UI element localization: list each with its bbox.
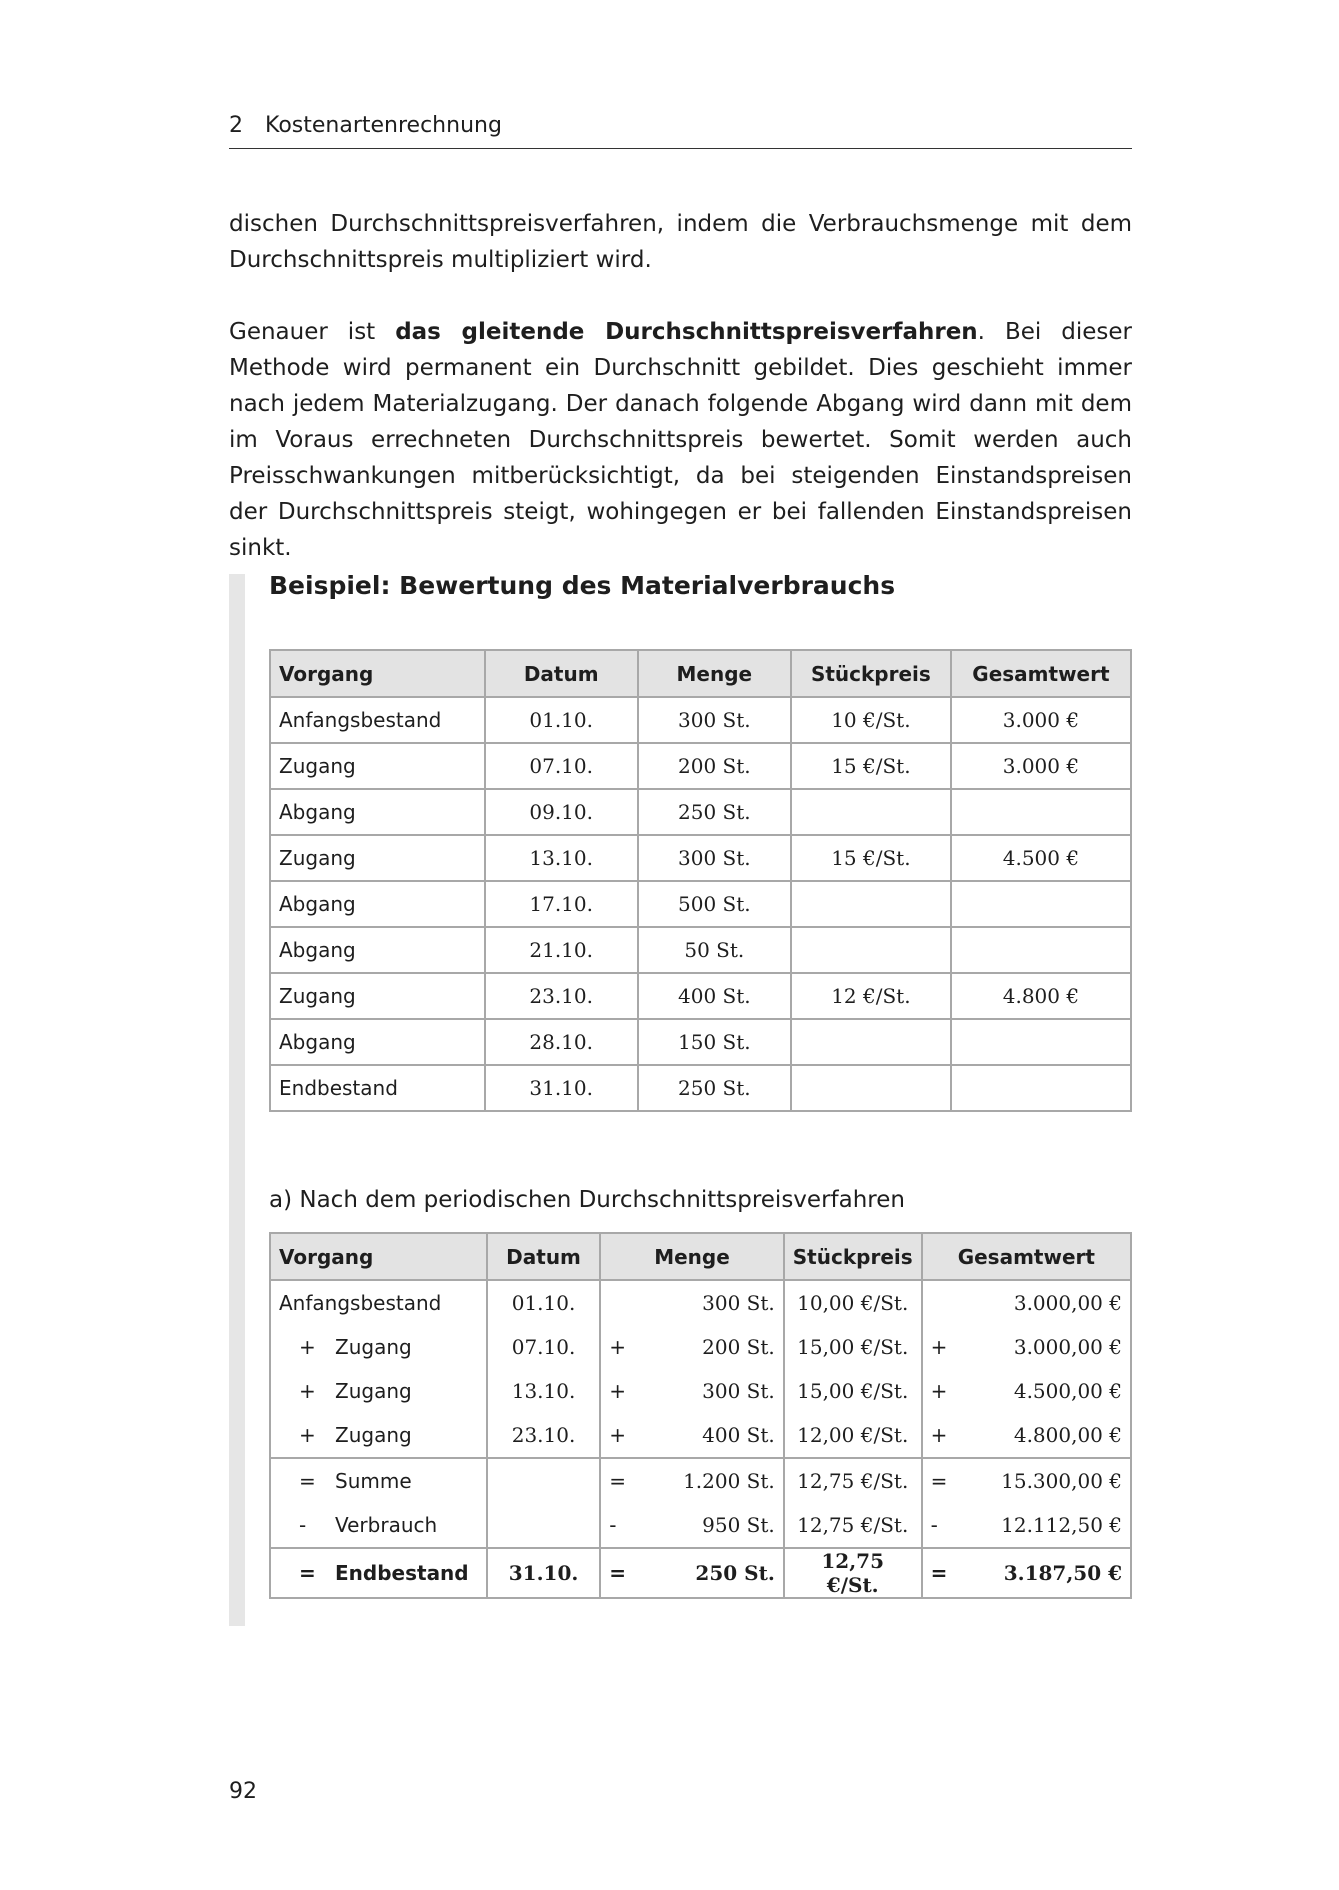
cell-menge: [600, 1503, 784, 1548]
cell-stueckpreis: [791, 789, 951, 835]
table-header-row: [270, 650, 1131, 697]
cell-stueckpreis: [791, 881, 951, 927]
cell-menge: [600, 1548, 784, 1598]
menge-value: 950 St.: [702, 1513, 775, 1537]
column-header: Stückpreis: [791, 650, 951, 697]
cell-vorgang: Zugang: [270, 973, 485, 1019]
paragraph-2-bold-term: das gleitende Durchschnittspreisverfahren: [395, 319, 978, 345]
cell-gesamtwert: [922, 1458, 1131, 1503]
cell-stueckpreis: 10 €/St.: [791, 697, 951, 743]
cell-datum: 07.10.: [487, 1325, 600, 1369]
cell-gesamtwert: 3.000 €: [951, 697, 1131, 743]
cell-datum: 13.10.: [487, 1369, 600, 1413]
cell-gesamtwert: [951, 789, 1131, 835]
menge-value: 300 St.: [702, 1291, 775, 1315]
cell-gesamtwert: [951, 881, 1131, 927]
cell-datum: 17.10.: [485, 881, 638, 927]
chapter-title: Kostenartenrechnung: [265, 113, 502, 138]
gesamt-value: 3.000,00 €: [1013, 1335, 1122, 1359]
cell-stueckpreis: 12 €/St.: [791, 973, 951, 1019]
cell-datum: 23.10.: [487, 1413, 600, 1458]
cell-menge: 300 St.: [638, 697, 791, 743]
cell-datum: 21.10.: [485, 927, 638, 973]
cell-gesamtwert: [951, 927, 1131, 973]
cell-stueckpreis: 15,00 €/St.: [784, 1325, 922, 1369]
row-label: Endbestand: [335, 1561, 469, 1585]
operator: -: [930, 1513, 938, 1537]
column-header: Stückpreis: [784, 1233, 922, 1280]
cell-vorgang: Abgang: [270, 881, 485, 927]
cell-vorgang: [270, 1503, 487, 1548]
table-row: [270, 743, 1131, 789]
gesamt-value: 3.000,00 €: [1013, 1291, 1122, 1315]
column-header: Menge: [638, 650, 791, 697]
cell-datum: [487, 1503, 600, 1548]
paragraph-1: dischen Durchschnittspreisverfahren, indem die Verbrauchsmenge mit dem Durchschnittspreis multipliziert wird.: [229, 211, 1132, 273]
cell-gesamtwert: [951, 1019, 1131, 1065]
cell-vorgang: [270, 1413, 487, 1458]
cell-gesamtwert: [922, 1413, 1131, 1458]
operator: +: [609, 1423, 626, 1447]
cell-stueckpreis: 15 €/St.: [791, 835, 951, 881]
cell-stueckpreis: 12,75 €/St.: [784, 1458, 922, 1503]
table-row: [270, 1019, 1131, 1065]
cell-stueckpreis: 15 €/St.: [791, 743, 951, 789]
cell-menge: 300 St.: [638, 835, 791, 881]
table-row: [270, 1065, 1131, 1111]
cell-stueckpreis: [791, 1065, 951, 1111]
gesamt-value: 12.112,50 €: [1001, 1513, 1122, 1537]
column-header: Gesamtwert: [922, 1233, 1131, 1280]
cell-gesamtwert: [922, 1325, 1131, 1369]
row-label: Zugang: [335, 1379, 412, 1403]
operator: =: [299, 1561, 316, 1585]
periodic-average-table: [269, 1232, 1132, 1599]
operator: +: [930, 1335, 948, 1359]
cell-gesamtwert: [922, 1280, 1131, 1325]
cell-stueckpreis: 10,00 €/St.: [784, 1280, 922, 1325]
column-header: Datum: [487, 1233, 600, 1280]
page-number: 92: [229, 1779, 257, 1804]
cell-vorgang: [270, 1458, 487, 1503]
cell-vorgang: [270, 1548, 487, 1598]
operator: =: [299, 1469, 316, 1493]
table-row: [270, 973, 1131, 1019]
operator: -: [299, 1513, 307, 1537]
table-row: [270, 1503, 1131, 1548]
table-row: [270, 697, 1131, 743]
cell-menge: 250 St.: [638, 789, 791, 835]
row-label: Zugang: [335, 1335, 412, 1359]
row-label: Summe: [335, 1469, 412, 1493]
menge-value: 200 St.: [702, 1335, 775, 1359]
cell-gesamtwert: 4.500 €: [951, 835, 1131, 881]
cell-vorgang: Abgang: [270, 1019, 485, 1065]
row-label: Zugang: [335, 1423, 412, 1447]
cell-menge: 50 St.: [638, 927, 791, 973]
gesamt-value: 15.300,00 €: [1001, 1469, 1122, 1493]
cell-menge: 250 St.: [638, 1065, 791, 1111]
cell-vorgang: [270, 1280, 487, 1325]
cell-menge: 500 St.: [638, 881, 791, 927]
cell-menge: [600, 1413, 784, 1458]
cell-menge: [600, 1458, 784, 1503]
cell-datum: 28.10.: [485, 1019, 638, 1065]
menge-value: 400 St.: [702, 1423, 775, 1447]
cell-vorgang: Zugang: [270, 835, 485, 881]
chapter-number: 2: [229, 113, 243, 138]
cell-stueckpreis: 12,00 €/St.: [784, 1413, 922, 1458]
cell-datum: 01.10.: [485, 697, 638, 743]
paragraph-2: [229, 314, 1132, 566]
operator: [609, 1291, 639, 1315]
cell-datum: 31.10.: [487, 1548, 600, 1598]
example-title: Beispiel: Bewertung des Materialverbrauchs: [269, 571, 896, 600]
cell-datum: 07.10.: [485, 743, 638, 789]
gesamt-value: 4.500,00 €: [1013, 1379, 1122, 1403]
operator: =: [609, 1469, 626, 1493]
operator: +: [299, 1335, 316, 1359]
operator: +: [930, 1423, 948, 1447]
menge-value: 300 St.: [702, 1379, 775, 1403]
cell-menge: [600, 1369, 784, 1413]
gesamt-value: 3.187,50 €: [1003, 1561, 1122, 1585]
operator: +: [930, 1379, 948, 1403]
cell-gesamtwert: [922, 1369, 1131, 1413]
operator: =: [930, 1469, 948, 1493]
table-row: [270, 927, 1131, 973]
column-header: Menge: [600, 1233, 784, 1280]
menge-value: 1.200 St.: [683, 1469, 775, 1493]
cell-stueckpreis: 12,75 €/St.: [784, 1548, 922, 1598]
column-header: Vorgang: [270, 650, 485, 697]
cell-gesamtwert: [951, 1065, 1131, 1111]
gesamt-value: 4.800,00 €: [1013, 1423, 1122, 1447]
paragraph-2-start: Genauer ist: [229, 319, 396, 345]
stock-movements-table: [269, 649, 1132, 1112]
operator: [931, 1291, 961, 1315]
cell-menge: [600, 1280, 784, 1325]
table-total-row: [270, 1548, 1131, 1598]
operator: =: [609, 1561, 626, 1585]
cell-vorgang: Abgang: [270, 927, 485, 973]
cell-vorgang: Abgang: [270, 789, 485, 835]
table-header-row: [270, 1233, 1131, 1280]
table-row: [270, 835, 1131, 881]
operator: -: [609, 1513, 617, 1537]
column-header: Vorgang: [270, 1233, 487, 1280]
cell-gesamtwert: [922, 1503, 1131, 1548]
cell-vorgang: Zugang: [270, 743, 485, 789]
table-row: [270, 789, 1131, 835]
cell-datum: 01.10.: [487, 1280, 600, 1325]
cell-menge: 400 St.: [638, 973, 791, 1019]
operator: =: [930, 1561, 948, 1585]
cell-stueckpreis: 15,00 €/St.: [784, 1369, 922, 1413]
cell-vorgang: [270, 1325, 487, 1369]
table-row: [270, 1325, 1131, 1369]
cell-datum: 13.10.: [485, 835, 638, 881]
operator: +: [609, 1379, 626, 1403]
cell-gesamtwert: [922, 1548, 1131, 1598]
cell-gesamtwert: 3.000 €: [951, 743, 1131, 789]
table-row: [270, 1280, 1131, 1325]
cell-vorgang: Endbestand: [270, 1065, 485, 1111]
table-row: [270, 1369, 1131, 1413]
cell-vorgang: Anfangsbestand: [270, 697, 485, 743]
table-row: [270, 1458, 1131, 1503]
cell-menge: [600, 1325, 784, 1369]
row-label: Verbrauch: [335, 1513, 438, 1537]
cell-stueckpreis: [791, 1019, 951, 1065]
operator: +: [609, 1335, 626, 1359]
cell-datum: 31.10.: [485, 1065, 638, 1111]
cell-stueckpreis: [791, 927, 951, 973]
cell-vorgang: [270, 1369, 487, 1413]
cell-datum: [487, 1458, 600, 1503]
table-row: [270, 1413, 1131, 1458]
example-sidebar-bar: [229, 574, 245, 1626]
cell-menge: 150 St.: [638, 1019, 791, 1065]
running-header: [229, 112, 1132, 149]
column-header: Datum: [485, 650, 638, 697]
cell-datum: 09.10.: [485, 789, 638, 835]
paragraph-2-rest: . Bei dieser Methode wird permanent ein Durchschnitt gebildet. Dies geschieht immer nach jedem Materialzugang. Der danach folgende Abgang wird dann mit dem im Voraus errechneten Durchschnittspreis bewertet. Somit werden auch Preisschwankungen mitberücksichtigt, da bei steigenden Einstandspreisen der Durchschnittspreis steigt, wohingegen er bei fallenden Einstandspreisen sinkt.: [229, 319, 1132, 561]
column-header: Gesamtwert: [951, 650, 1131, 697]
menge-value: 250 St.: [695, 1561, 775, 1585]
table-row: [270, 881, 1131, 927]
operator: +: [299, 1423, 316, 1447]
row-label: Anfangsbestand: [279, 1291, 442, 1315]
cell-menge: 200 St.: [638, 743, 791, 789]
periodic-method-subtitle: a) Nach dem periodischen Durchschnittspreisverfahren: [269, 1187, 905, 1213]
cell-stueckpreis: 12,75 €/St.: [784, 1503, 922, 1548]
cell-datum: 23.10.: [485, 973, 638, 1019]
operator: +: [299, 1379, 316, 1403]
cell-gesamtwert: 4.800 €: [951, 973, 1131, 1019]
